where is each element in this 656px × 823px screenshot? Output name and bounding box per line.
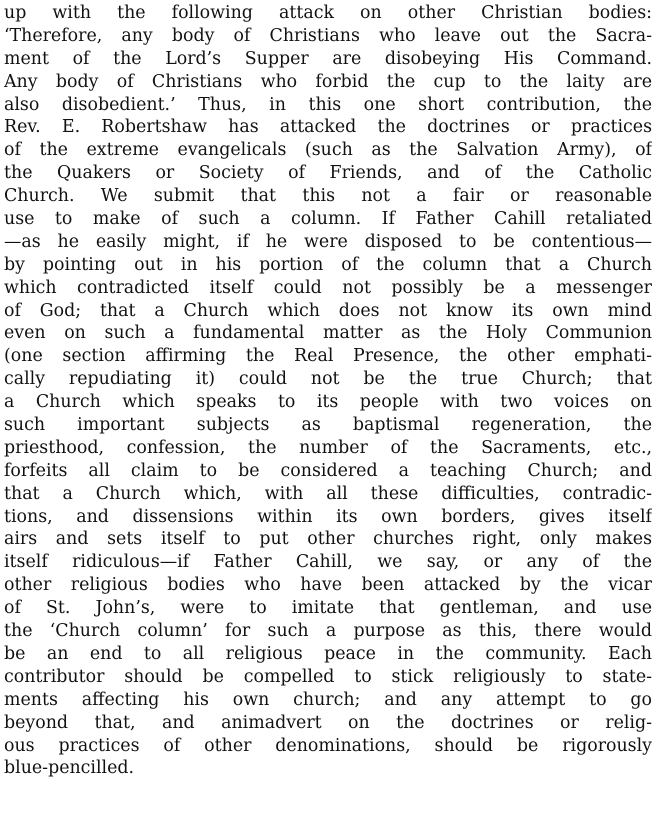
text-line: priesthood, confession, the number of the Sacraments, etc., [4,437,652,458]
text-line: ments affecting his own church; and any attempt to go [4,689,652,710]
text-line: the Quakers or Society of Friends, and of the Catholic [4,163,652,184]
text-line: be an end to all religious peace in the community. Each [4,643,652,664]
text-line: tions, and dissensions within its own borders, gives itself [4,506,652,527]
text-line-last: blue-pencilled. [4,758,135,779]
text-line: forfeits all claim to be considered a teaching Church; and [4,460,652,481]
text-line: of the extreme evangelicals (such as the Salvation Army), of [4,140,652,161]
text-line: other religious bodies who have been attacked by the vicar [4,575,652,596]
text-line: (one section affirming the Real Presence, the other emphati- [4,346,652,367]
text-line: also disobedient.’ Thus, in this one short contribution, the [4,94,652,115]
text-line: use to make of such a column. If Father Cahill retaliated [4,209,652,230]
text-line: up with the following attack on other Christian bodies: [4,3,652,23]
text-line: the ‘Church column’ for such a purpose as this, there would [4,621,652,642]
text-line: of God; that a Church which does not know its own mind [4,300,652,321]
text-line: by pointing out in his portion of the column that a Church [4,254,652,275]
text-line: that a Church which, with all these difficulties, contradic- [4,483,652,504]
text-line: itself ridiculous—if Father Cahill, we say, or any of the [4,552,652,573]
text-line: beyond that, and animadvert on the doctrines or relig- [4,712,652,733]
text-line: —as he easily might, if he were disposed to be contentious— [4,231,652,252]
text-line: cally repudiating it) could not be the true Church; that [4,369,652,390]
text-line: contributor should be compelled to stick religiously to state- [4,666,652,687]
text-line: Any body of Christians who forbid the cup to the laity are [4,71,652,92]
text-line: airs and sets itself to put other churches right, only makes [4,529,652,550]
text-line: even on such a fundamental matter as the Holy Communion [4,323,652,344]
text-line: ous practices of other denominations, should be rigorously [4,735,652,756]
text-line: which contradicted itself could not possibly be a messenger [4,277,652,298]
text-line: ‘Therefore, any body of Christians who leave out the Sacra- [4,25,652,46]
text-line: ment of the Lord’s Supper are disobeying His Command. [4,48,652,69]
text-line: such important subjects as baptismal regeneration, the [4,415,652,436]
text-line: Rev. E. Robertshaw has attacked the doctrines or practices [4,117,652,138]
text-line: of St. John’s, were to imitate that gentleman, and use [4,598,652,619]
text-line: a Church which speaks to its people with two voices on [4,392,652,413]
text-line: Church. We submit that this not a fair or reasonable [4,186,652,207]
